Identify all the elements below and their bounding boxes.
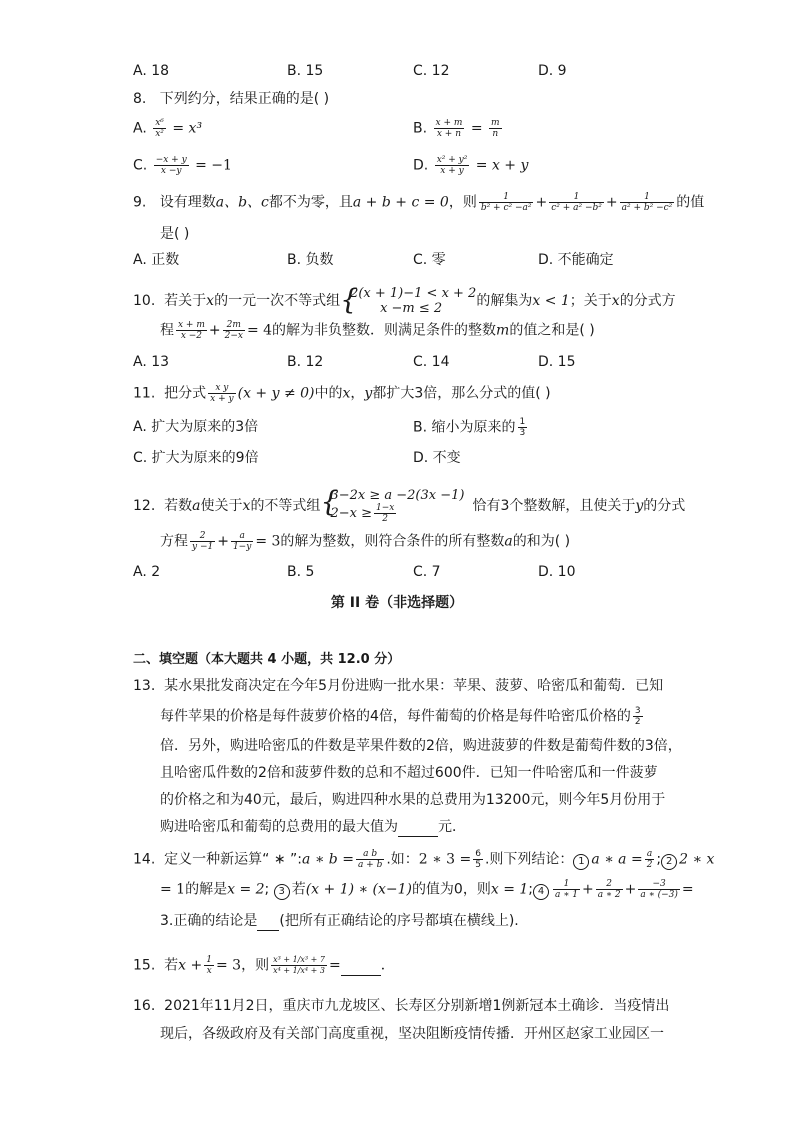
q14-example: 2 ∗ 3 = [418,851,472,868]
q11-option-d: D. 不变 [413,450,461,466]
q10-f1-denominator: x −2 [180,331,203,341]
q13-line3: 倍．另外，购进哈密瓜的件数是苹果件数的2倍，购进菠萝的件数是葡萄件数的3倍， [160,738,682,754]
q8-option-c-label: C. [133,157,148,174]
q14-line1 [133,849,714,870]
q8-option-a-fraction [153,118,166,139]
q14-plus-2: + [624,881,637,898]
q12-stem-line2: 方程 $\frac{2}{y -1}$ + $\frac{a}{1-y}$ = 3的解为整数，则符合条件的所有整数a的和为( ) [160,531,571,552]
q10-text-b: 的一元一次不等式组 [214,293,341,309]
q14-t1-denominator: a ∗ 1 [555,890,578,900]
q10-option-c: C. 14 [413,354,450,370]
q12-sys2-denominator: 2 [382,514,388,524]
q8-stem [133,89,329,109]
q14-t2-denominator: a ∗ 2 [597,890,621,900]
q9-text-b: 都不为零，且 [268,194,353,211]
q15-result-equals: = [328,957,341,974]
q14-text-1d: .则下列结论： [484,851,574,868]
q14-t3-denominator: a ∗ (−3) [640,890,678,900]
q12-text-d: 恰有3个整数解，且使关于 [472,498,636,514]
q11-option-a: A. 扩大为原来的3倍 [133,419,259,435]
q14-t3-numerator: −3 [638,879,680,890]
q11-option-c: C. 扩大为原来的9倍 [133,450,259,466]
q12-number: 12. [133,498,156,514]
q8-option-b-fraction [434,118,465,139]
q8-option-b-rhs-fraction [489,118,502,139]
q9-f3-denominator: a² + b² −c² [621,203,673,213]
q12-f1-denominator: y −1 [192,542,214,552]
q13-text-6b: 元． [438,819,466,835]
q11-separator: ， [350,385,365,402]
q9-text-a: 设有理数 [159,194,216,211]
q9-stem-line2: 是( ) [160,226,190,242]
q9-option-d: D. 不能确定 [538,252,614,268]
q14-item4-t3 [638,879,680,900]
q9-text-c: ，则 [448,194,477,211]
q14-text-1b: .如： [386,851,419,868]
q12-fraction-2 [231,531,253,552]
q9-plus-1: + [535,194,548,211]
q16-text-1: 2021年11月2日，重庆市九龙坡区、长寿区分别新增1例新冠本土确诊．当疫情出 [164,998,670,1014]
q9-number: 9. [133,194,147,211]
q15-f-denominator: x [206,966,212,976]
q12-stem-line1 [133,485,686,524]
q10-text-a: 若关于 [164,293,207,309]
q8-d-denominator: x + y [440,166,464,176]
q9-f1-numerator: 1 [479,192,534,203]
q8-b-rhs-numerator: m [491,118,500,128]
q8-d-numerator: x² + y² [436,155,468,165]
q13-denominator: 2 [634,717,641,727]
q12-text-a: 若数 [164,498,193,514]
q14-item2-start: 2 ∗ x [679,851,715,868]
q14-item4-t2 [596,879,623,900]
q12-sys2-lhs: 2−x ≥ [330,506,372,521]
q14-circled-2: 2 [661,854,677,870]
q9-f1-denominator: b² + c² −a² [480,203,532,213]
q8-b-equals: = [470,120,483,137]
q10-eq-rhs: = 4 [246,322,273,339]
q10-fraction-2 [223,320,245,341]
q12-option-a: A. 2 [133,564,161,580]
q11-number: 11. [133,385,156,402]
q14-item1-denominator: 2 [646,860,653,870]
q12-line2-b: 的解为整数，则符合条件的所有整数 [280,533,505,550]
q9-vars: a、b、c [215,194,269,211]
q9-option-c: C. 零 [413,252,446,268]
q12-a-2: a [504,533,513,550]
q13-line5: 的价格之和为40元，最后，购进四种水果的总费用为13200元，则今年5月份用于 [160,792,666,808]
q14-item1-fraction [645,849,655,870]
q11-option-b-text: B. 缩小为原来的 [413,419,516,436]
q10-option-d: D. 15 [538,354,576,370]
q10-line2-a: 程 [160,322,174,339]
q14-item1-numerator: a [645,849,655,860]
q12-eq-rhs: = 3 [255,533,281,550]
q8-option-a-label: A. [133,120,147,137]
q15-f-numerator: 1 [206,955,212,965]
q12-x: x [242,498,251,514]
q8-stem-text: 下列约分，结果正确的是( ) [159,91,330,107]
q11-y: y [364,385,373,402]
q13-number: 13. [133,678,156,694]
q11-option-b [413,417,529,438]
q7-option-d: D. 9 [538,63,567,79]
q11-f-denominator: x + y [210,394,234,404]
q11-text-b: 中的 [314,385,343,402]
q10-condition: x < 1 [532,293,570,309]
q10-line2-c: 的值之和是( ) [509,322,595,339]
q14-example-denominator: 5 [475,860,481,870]
q10-x: x [206,293,215,309]
q13-text-1: 某水果批发商决定在今年5月份进购一批水果：苹果、菠萝、哈密瓜和葡萄．已知 [164,678,664,694]
q8-a-rhs: = x³ [172,120,203,137]
q9-f3-numerator: 1 [620,192,675,203]
q10-f1-numerator: x + m [178,320,205,330]
q14-line2 [160,879,694,900]
q10-option-b: B. 12 [287,354,324,370]
q10-text-c: 的解集为 [476,293,533,309]
q14-semicolon-1: ; [656,851,662,868]
q10-line2-b: 的解为非负整数．则满足条件的整数 [272,322,497,339]
q12-a: a [192,498,201,514]
q15-fraction [204,955,214,976]
q9-option-a: A. 正数 [133,252,180,268]
q12-fraction-1 [190,531,215,552]
q10-brace: { [340,283,358,316]
q10-fraction-1 [176,320,207,341]
section-2-title: 第 II 卷（非选择题） [330,595,464,611]
q10-f2-denominator: 2−x [224,331,243,341]
q9-f2-numerator: 1 [549,192,604,203]
q8-option-c [133,155,232,176]
q15-number: 15. [133,957,156,974]
q12-brace: { [320,485,339,518]
q8-a-numerator: x⁶ [155,118,164,128]
q14-def-denominator: a + b [357,860,383,870]
q8-c-rhs: = −1 [195,157,232,174]
q15-line [133,955,395,976]
q12-option-b: B. 5 [287,564,315,580]
q14-text-3b: (把所有正确结论的序号都填在横线上). [279,913,519,929]
q12-f1-numerator: 2 [190,531,215,542]
q7-option-c: C. 12 [413,63,450,79]
q15-answer-blank[interactable] [341,961,381,976]
q12-sys2-numerator: 1−x [375,503,395,513]
q15-text-a: 若 [164,957,179,974]
q12-line2-a: 方程 [160,533,188,550]
q12-sys-line1: 3−2x ≥ a −2(3x −1) [330,488,465,503]
q10-text-d: ；关于 [569,293,612,309]
q13-answer-blank[interactable] [398,822,438,837]
q8-option-d-label: D. [413,157,429,174]
q8-b-rhs-denominator: n [492,129,499,139]
q10-m: m [496,322,510,339]
q15-period: ． [380,957,395,974]
q13-line6 [160,817,466,837]
q12-f2-denominator: 1−y [232,542,252,552]
q14-number: 14. [133,851,156,868]
q8-c-numerator: −x + y [155,155,187,165]
q14-t2-numerator: 2 [596,879,623,890]
q9-f2-denominator: c² + a² −b² [551,203,602,213]
q10-sys-line2: x −m ≤ 2 [380,301,443,316]
q10-option-a: A. 13 [133,354,170,370]
q8-a-denominator: x² [155,129,164,139]
q11-stem [133,383,551,404]
q8-number: 8. [133,91,147,107]
q13-text-6a: 购进哈密瓜和葡萄的总费用的最大值为 [160,819,398,835]
q14-line3 [160,911,519,931]
q10-text-e: 的分式方 [619,293,676,309]
q14-equals: = [681,881,694,898]
q14-item3-if: 若 [291,881,306,898]
q12-option-c: C. 7 [413,564,441,580]
q11-b-numerator: 1 [519,417,526,427]
q14-item3-solution: x = 1 [490,881,529,898]
q9-stem-line1 [133,192,704,213]
q14-t1-numerator: 1 [553,879,580,890]
q14-item1: a ∗ a = [591,851,643,868]
q11-x: x [342,385,351,402]
q14-example-fraction [473,849,483,870]
q13-text-2: 每件苹果的价格是每件菠萝价格的4倍，每件葡萄的价格是每件哈密瓜价格的 [160,708,631,725]
q16-line2: 现后，各级政府及有关部门高度重视，坚决阻断疫情传播．开州区赵家工业园区一 [160,1026,664,1042]
q9-text-d: 的值 [676,194,705,211]
q14-text-3a: 3.正确的结论是 [160,913,258,929]
q9-fraction-1 [479,192,534,213]
q10-stem-line2: 程 $\frac{x + m}{x -2}$ + $\frac{2m}{2-x}$ = 4的解为非负整数．则满足条件的整数m的值之和是( ) [160,320,595,341]
q9-fraction-3 [620,192,675,213]
q12-text-b: 使关于 [200,498,243,514]
q14-item4-t1 [553,879,580,900]
q13-line2 [160,706,645,727]
q11-text-a: 把分式 [164,385,207,402]
q12-y: y [635,498,644,514]
q14-operation: a ∗ b = [302,851,354,868]
q9-condition: a + b + c = 0 [352,194,449,211]
q14-answer-blank[interactable] [257,916,279,931]
q14-def-fraction [356,849,384,870]
q10-stem-line1 [133,283,676,316]
q15-big-fraction [271,955,327,976]
q13-numerator: 3 [634,706,641,716]
q15-big-denominator: x⁴ + 1/x⁴ + 3 [273,966,325,975]
q7-option-a: A. 18 [133,63,170,79]
q11-text-c: 都扩大3倍，那么分式的值( ) [372,385,551,402]
q12-option-d: D. 10 [538,564,576,580]
q14-circled-3: 3 [274,884,290,900]
q11-option-b-fraction [518,417,528,438]
q14-item2-end: = 1的解是 [160,881,228,898]
q9-option-b: B. 负数 [287,252,334,268]
q10-inequality-system [340,283,477,316]
q10-number: 10. [133,293,156,309]
q10-sys-line1: 2(x + 1)−1 < x + 2 [350,286,477,301]
q8-option-b [413,118,504,139]
q15-text-b: ，则 [241,957,270,974]
q11-b-denominator: 3 [519,428,526,438]
q13-fraction [633,706,643,727]
q14-circled-4: 4 [533,884,549,900]
q15-big-numerator: x³ + 1/x³ + 7 [273,955,325,964]
q8-option-a [133,118,202,139]
q8-b-numerator: x + m [435,118,463,128]
q14-semicolon-3: ; [528,881,534,898]
q14-text-1a: 定义一种新运算“ ∗ ”: [164,851,303,868]
q12-line2-c: 的和为( ) [512,533,571,550]
q12-sys2-fraction [374,503,396,524]
q8-b-denominator: x + n [436,129,462,139]
q12-text-c: 的不等式组 [250,498,321,514]
q10-f2-numerator: 2m [223,320,245,331]
q8-option-d-fraction [435,155,470,176]
q16-line1 [133,996,669,1016]
q16-number: 16. [133,998,156,1014]
q14-item2-solution: x = 2 [227,881,265,898]
q14-item3-text: 的值为0，则 [411,881,491,898]
q8-d-rhs: = x + y [475,157,529,174]
q10-x-2: x [611,293,620,309]
q15-expr: x + [178,957,203,974]
q15-equals: = 3 [215,957,242,974]
q11-condition: (x + y ≠ 0) [237,385,315,402]
q14-item3-expr: (x + 1) ∗ (x−1) [305,881,412,898]
q14-plus-1: + [581,881,594,898]
q11-fraction [208,383,235,404]
q12-text-e: 的分式 [643,498,686,514]
q14-semicolon-2: ; [264,881,274,898]
q11-f-numerator: x y [208,383,235,394]
q12-inequality-system [320,485,465,524]
q14-def-numerator: a b [356,849,384,860]
q8-option-b-label: B. [413,120,428,137]
q14-example-numerator: 6 [475,849,481,859]
q12-sys-line2 [330,503,464,524]
q9-fraction-2 [549,192,604,213]
q7-option-b: B. 15 [287,63,324,79]
q8-option-c-fraction [154,155,189,176]
q13-line4: 且哈密瓜件数的2倍和菠萝件数的总和不超过600件．已知一件哈密瓜和一件菠萝 [160,765,658,781]
part-2-heading: 二、填空题（本大题共 4 小题，共 12.0 分） [133,652,401,667]
q12-f2-numerator: a [231,531,253,542]
q13-line1 [133,676,663,696]
q9-plus-2: + [605,194,618,211]
q8-option-d [413,155,528,176]
q8-c-denominator: x −y [160,166,182,176]
q14-circled-1: 1 [573,854,589,870]
